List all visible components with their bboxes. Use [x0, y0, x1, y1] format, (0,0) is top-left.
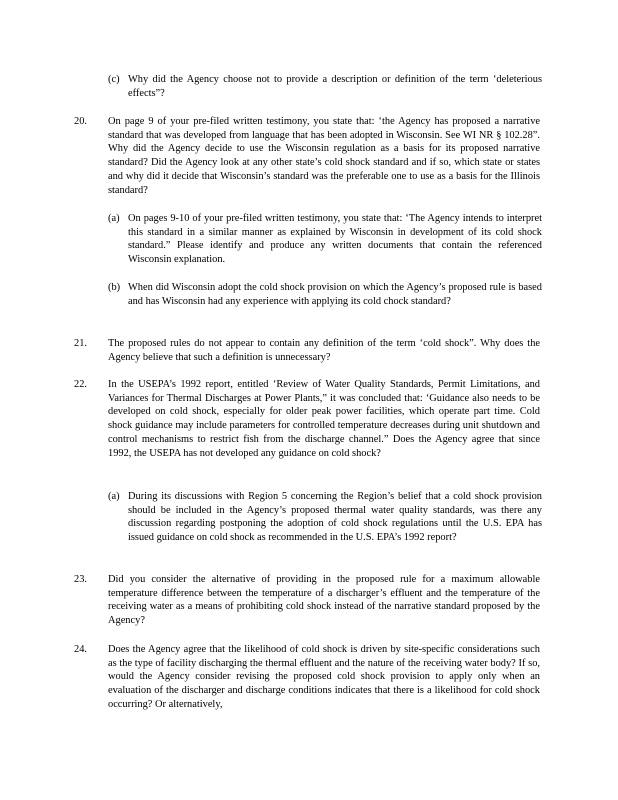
item-text: During its discussions with Region 5 concerning the Region’s belief that a cold shock provision should be included in the Agency’s proposed thermal water quality standards, was there any discussion regarding postponing the adoption of cold shock regulations until the U.S. EPA has issued guidance on cold shock as recommended in the U.S. EPA’s 1992 report?	[128, 491, 542, 544]
item-text: Why did the Agency choose not to provide a description or definition of the term ‘deleterious effects”?	[128, 74, 542, 99]
question-19c	[108, 73, 544, 100]
question-text: Did you consider the alternative of providing in the proposed rule for a maximum allowable temperature difference between the temperature of a discharger’s effluent and the temperature of the receiving water as a means of prohibiting cold shock instead of the narrative standard proposed by the Agency?	[108, 574, 540, 627]
question-number: 24.	[74, 644, 87, 655]
question-23	[74, 573, 544, 628]
question-number: 20.	[74, 116, 87, 127]
question-22	[74, 378, 544, 460]
question-20a	[108, 212, 544, 267]
question-20	[74, 115, 544, 197]
question-21	[74, 337, 544, 364]
question-text: On page 9 of your pre-filed written testimony, you state that: ‘the Agency has proposed a narrative standard that was developed from language that has been adopted in Wisconsin. See WI NR § 102.28”. Why did the Agency decide to use the Wisconsin regulation as a basis for its proposed narrative standard? Did the Agency look at any other state’s cold shock standard and if so, which state or states and why did it decide that Wisconsin’s standard was the preferable one to use as a basis for the Illinois standard?	[108, 116, 540, 196]
question-20b	[108, 281, 544, 308]
question-text: Does the Agency agree that the likelihood of cold shock is driven by site-specific considerations such as the type of facility discharging the thermal effluent and the nature of the receiving water body? If so, would the Agency consider revising the proposed cold shock provision to apply only when an evaluation of the discharger and discharge conditions indicates that there is a likelihood for cold shock occurring? Or alternatively,	[108, 644, 540, 710]
item-label: (a)	[108, 491, 120, 502]
item-text: When did Wisconsin adopt the cold shock provision on which the Agency’s proposed rule is based and has Wisconsin had any experience with applying its cold chock standard?	[128, 282, 542, 307]
question-number: 22.	[74, 379, 87, 390]
question-number: 21.	[74, 338, 87, 349]
question-text: In the USEPA’s 1992 report, entitled ‘Review of Water Quality Standards, Permit Limitations, and Variances for Thermal Discharges at Power Plants,” it was concluded that: ‘Guidance also needs to be developed on cold shock, especially for older peak power facilities, which operate part time. Cold shock guidance may include parameters for controlled temperature decreases during unit shutdown and control mechanisms to restrict fish from the discharge channel.” Does the Agency agree that since 1992, the USEPA has not developed any guidance on cold shock?	[108, 379, 540, 459]
item-label: (b)	[108, 282, 121, 293]
question-text: The proposed rules do not appear to contain any definition of the term ‘cold shock”. Why does the Agency believe that such a definition is unnecessary?	[108, 338, 540, 363]
item-label: (c)	[108, 74, 120, 85]
question-number: 23.	[74, 574, 87, 585]
question-22a	[108, 490, 544, 545]
question-24	[74, 643, 544, 712]
item-label: (a)	[108, 213, 120, 224]
item-text: On pages 9-10 of your pre-filed written testimony, you state that: ‘The Agency intends to interpret this standard in a similar manner as explained by Wisconsin in development of its cold shock standard.” Please identify and produce any written documents that contain the referenced Wisconsin explanation.	[128, 213, 542, 266]
